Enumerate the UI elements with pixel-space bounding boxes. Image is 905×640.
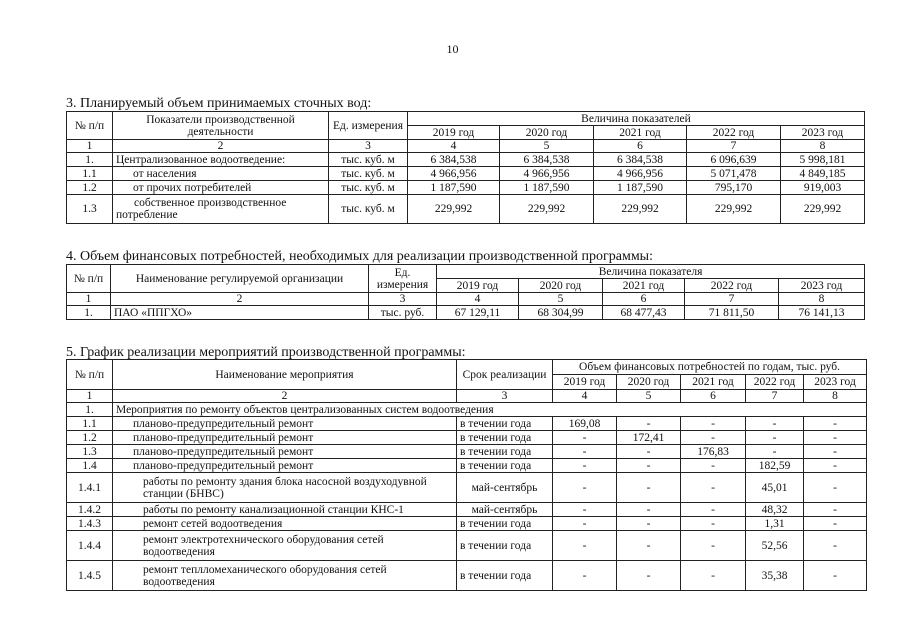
wastewater-table bbox=[66, 111, 865, 224]
column-number-row bbox=[67, 293, 865, 306]
col-number: 5 bbox=[500, 140, 594, 153]
row-value: - bbox=[617, 517, 681, 531]
year-header: 2021 год bbox=[603, 279, 685, 293]
row-value: - bbox=[617, 459, 681, 473]
row-term: в течении года bbox=[457, 417, 553, 431]
row-name: ремонт сетей водоотведения bbox=[113, 517, 457, 531]
row-value: 67 129,11 bbox=[437, 306, 519, 320]
table-row bbox=[67, 431, 867, 445]
row-value: - bbox=[617, 531, 681, 561]
col-num-header: № п/п bbox=[67, 360, 113, 390]
row-name: планово-предупредительный ремонт bbox=[113, 445, 457, 459]
row-term: май-сентябрь bbox=[457, 503, 553, 517]
row-value: - bbox=[804, 531, 867, 561]
row-value: 4 849,185 bbox=[781, 167, 865, 181]
table-row bbox=[67, 306, 865, 320]
row-name: собственное производственное потребление bbox=[113, 195, 329, 224]
year-header: 2021 год bbox=[681, 375, 746, 390]
row-value: - bbox=[617, 417, 681, 431]
row-num: 1.4.4 bbox=[67, 531, 113, 561]
table-row bbox=[67, 195, 865, 224]
row-value: 6 384,538 bbox=[500, 153, 594, 167]
header-row bbox=[67, 112, 865, 126]
row-value: - bbox=[804, 517, 867, 531]
column-number-row bbox=[67, 390, 867, 403]
col-number: 4 bbox=[553, 390, 617, 403]
row-name: ремонт электротехнического оборудования сетей водоотведения bbox=[113, 531, 457, 561]
row-unit: тыс. куб. м bbox=[329, 167, 408, 181]
year-header: 2023 год bbox=[779, 279, 865, 293]
row-value: - bbox=[746, 445, 804, 459]
row-value: 1 187,590 bbox=[500, 181, 594, 195]
group-name: Мероприятия по ремонту объектов централизованных систем водоотведения bbox=[113, 403, 867, 417]
row-value: 5 071,478 bbox=[687, 167, 781, 181]
row-value: 6 096,639 bbox=[687, 153, 781, 167]
row-num: 1.4.2 bbox=[67, 503, 113, 517]
row-value: 229,992 bbox=[687, 195, 781, 224]
section3-title: 3. Планируемый объем принимаемых сточных вод: bbox=[66, 96, 372, 111]
row-value: - bbox=[617, 445, 681, 459]
row-value: 229,992 bbox=[781, 195, 865, 224]
col-number: 2 bbox=[111, 293, 369, 306]
row-name: ремонт теплломеханического оборудования сетей водоотведения bbox=[113, 561, 457, 591]
col-name-header: Наименование мероприятия bbox=[113, 360, 457, 390]
row-num: 1.1 bbox=[67, 167, 113, 181]
row-name: от прочих потребителей bbox=[113, 181, 329, 195]
col-term-header: Срок реализации bbox=[457, 360, 553, 390]
year-header: 2022 год bbox=[746, 375, 804, 390]
row-value: - bbox=[804, 431, 867, 445]
row-value: - bbox=[681, 473, 746, 503]
page-number: 10 bbox=[446, 42, 459, 56]
row-term: в течении года bbox=[457, 531, 553, 561]
row-value: 919,003 bbox=[781, 181, 865, 195]
row-value: 169,08 bbox=[553, 417, 617, 431]
row-value: - bbox=[553, 531, 617, 561]
year-header: 2020 год bbox=[519, 279, 603, 293]
row-value: 76 141,13 bbox=[779, 306, 865, 320]
col-unit-header: Ед. измерения bbox=[369, 265, 437, 293]
row-value: 6 384,538 bbox=[408, 153, 500, 167]
row-value: 1 187,590 bbox=[594, 181, 687, 195]
activities-schedule-table bbox=[66, 359, 867, 591]
row-value: - bbox=[681, 517, 746, 531]
col-number: 4 bbox=[437, 293, 519, 306]
year-header: 2023 год bbox=[804, 375, 867, 390]
row-unit: тыс. куб. м bbox=[329, 153, 408, 167]
row-value: 45,01 bbox=[746, 473, 804, 503]
row-value: - bbox=[804, 459, 867, 473]
row-value: - bbox=[804, 473, 867, 503]
row-num: 1.3 bbox=[67, 195, 113, 224]
row-value: - bbox=[681, 503, 746, 517]
year-header: 2019 год bbox=[553, 375, 617, 390]
year-header: 2019 год bbox=[408, 126, 500, 140]
col-number: 7 bbox=[687, 140, 781, 153]
row-value: - bbox=[681, 561, 746, 591]
col-number: 6 bbox=[603, 293, 685, 306]
table-row bbox=[67, 517, 867, 531]
row-value: - bbox=[804, 561, 867, 591]
row-value: 176,83 bbox=[681, 445, 746, 459]
row-value: - bbox=[681, 417, 746, 431]
row-value: - bbox=[553, 445, 617, 459]
row-value: - bbox=[553, 431, 617, 445]
col-num-header: № п/п bbox=[67, 112, 113, 140]
row-unit: тыс. куб. м bbox=[329, 195, 408, 224]
row-value: - bbox=[617, 561, 681, 591]
row-value: - bbox=[681, 459, 746, 473]
table-row bbox=[67, 181, 865, 195]
row-term: в течении года bbox=[457, 431, 553, 445]
table-row bbox=[67, 167, 865, 181]
row-value: - bbox=[617, 503, 681, 517]
col-number: 6 bbox=[594, 140, 687, 153]
row-value: 182,59 bbox=[746, 459, 804, 473]
table-row bbox=[67, 459, 867, 473]
table-row bbox=[67, 503, 867, 517]
row-value: 52,56 bbox=[746, 531, 804, 561]
row-value: 229,992 bbox=[408, 195, 500, 224]
row-value: 172,41 bbox=[617, 431, 681, 445]
financial-needs-table bbox=[66, 264, 865, 320]
table-row bbox=[67, 561, 867, 591]
row-value: 1 187,590 bbox=[408, 181, 500, 195]
row-num: 1.3 bbox=[67, 445, 113, 459]
table-row bbox=[67, 473, 867, 503]
col-number: 8 bbox=[779, 293, 865, 306]
row-value: 4 966,956 bbox=[408, 167, 500, 181]
year-header: 2020 год bbox=[617, 375, 681, 390]
row-value: 1,31 bbox=[746, 517, 804, 531]
year-header: 2020 год bbox=[500, 126, 594, 140]
col-number: 6 bbox=[681, 390, 746, 403]
row-num: 1.4.3 bbox=[67, 517, 113, 531]
row-value: - bbox=[681, 431, 746, 445]
row-num: 1.4 bbox=[67, 459, 113, 473]
row-name: планово-предупредительный ремонт bbox=[113, 459, 457, 473]
row-num: 1. bbox=[67, 153, 113, 167]
row-name: ПАО «ППГХО» bbox=[111, 306, 369, 320]
row-value: 4 966,956 bbox=[594, 167, 687, 181]
row-value: - bbox=[553, 517, 617, 531]
col-number: 2 bbox=[113, 390, 457, 403]
row-term: в течении года bbox=[457, 459, 553, 473]
row-num: 1. bbox=[67, 306, 111, 320]
row-value: 4 966,956 bbox=[500, 167, 594, 181]
year-header: 2022 год bbox=[687, 126, 781, 140]
row-term: в течении года bbox=[457, 517, 553, 531]
row-value: - bbox=[746, 431, 804, 445]
year-header: 2023 год bbox=[781, 126, 865, 140]
row-name: планово-предупредительный ремонт bbox=[113, 431, 457, 445]
section4-title: 4. Объем финансовых потребностей, необходимых для реализации производственной программы: bbox=[66, 249, 653, 264]
row-unit: тыс. куб. м bbox=[329, 181, 408, 195]
row-value: - bbox=[681, 531, 746, 561]
row-value: 6 384,538 bbox=[594, 153, 687, 167]
group-row bbox=[67, 403, 867, 417]
values-group-header: Объем финансовых потребностей по годам, тыс. руб. bbox=[553, 360, 867, 375]
col-number: 1 bbox=[67, 140, 113, 153]
row-name: работы по ремонту канализационной станции КНС-1 bbox=[113, 503, 457, 517]
row-value: 71 811,50 bbox=[685, 306, 779, 320]
row-value: 68 477,43 bbox=[603, 306, 685, 320]
row-value: - bbox=[553, 503, 617, 517]
col-unit-header: Ед. измерения bbox=[329, 112, 408, 140]
col-indicator-header: Показатели производственной деятельности bbox=[113, 112, 329, 140]
row-term: в течении года bbox=[457, 561, 553, 591]
col-number: 5 bbox=[617, 390, 681, 403]
header-row bbox=[67, 265, 865, 279]
year-header: 2021 год bbox=[594, 126, 687, 140]
row-num: 1.2 bbox=[67, 431, 113, 445]
row-value: - bbox=[553, 459, 617, 473]
col-org-header: Наименование регулируемой организации bbox=[111, 265, 369, 293]
values-group-header: Величина показателей bbox=[408, 112, 865, 126]
row-value: 5 998,181 bbox=[781, 153, 865, 167]
col-number: 2 bbox=[113, 140, 329, 153]
row-value: - bbox=[804, 417, 867, 431]
row-num: 1.1 bbox=[67, 417, 113, 431]
col-number: 5 bbox=[519, 293, 603, 306]
table-row bbox=[67, 417, 867, 431]
row-value: 229,992 bbox=[500, 195, 594, 224]
values-group-header: Величина показателя bbox=[437, 265, 865, 279]
year-header: 2022 год bbox=[685, 279, 779, 293]
col-number: 7 bbox=[685, 293, 779, 306]
row-value: 35,38 bbox=[746, 561, 804, 591]
col-number: 3 bbox=[329, 140, 408, 153]
col-number: 8 bbox=[804, 390, 867, 403]
row-value: - bbox=[804, 445, 867, 459]
col-num-header: № п/п bbox=[67, 265, 111, 293]
row-name: Централизованное водоотведение: bbox=[113, 153, 329, 167]
col-number: 1 bbox=[67, 293, 111, 306]
header-row bbox=[67, 360, 867, 375]
col-number: 3 bbox=[369, 293, 437, 306]
col-number: 7 bbox=[746, 390, 804, 403]
table-row bbox=[67, 153, 865, 167]
column-number-row bbox=[67, 140, 865, 153]
year-header: 2019 год bbox=[437, 279, 519, 293]
col-number: 8 bbox=[781, 140, 865, 153]
row-unit: тыс. руб. bbox=[369, 306, 437, 320]
row-name: планово-предупредительный ремонт bbox=[113, 417, 457, 431]
row-value: - bbox=[553, 561, 617, 591]
row-value: - bbox=[617, 473, 681, 503]
row-value: 48,32 bbox=[746, 503, 804, 517]
row-value: - bbox=[746, 417, 804, 431]
row-value: - bbox=[553, 473, 617, 503]
row-name: от населения bbox=[113, 167, 329, 181]
row-value: 795,170 bbox=[687, 181, 781, 195]
table-row bbox=[67, 445, 867, 459]
row-num: 1.2 bbox=[67, 181, 113, 195]
row-value: 229,992 bbox=[594, 195, 687, 224]
row-term: май-сентябрь bbox=[457, 473, 553, 503]
row-value: 68 304,99 bbox=[519, 306, 603, 320]
row-value: - bbox=[804, 503, 867, 517]
section5-title: 5. График реализации мероприятий производственной программы: bbox=[66, 345, 466, 360]
col-number: 3 bbox=[457, 390, 553, 403]
col-number: 1 bbox=[67, 390, 113, 403]
row-num: 1.4.5 bbox=[67, 561, 113, 591]
row-num: 1. bbox=[67, 403, 113, 417]
table-row bbox=[67, 531, 867, 561]
col-number: 4 bbox=[408, 140, 500, 153]
row-term: в течении года bbox=[457, 445, 553, 459]
row-name: работы по ремонту здания блока насосной воздуходувной станции (БНВС) bbox=[113, 473, 457, 503]
row-num: 1.4.1 bbox=[67, 473, 113, 503]
